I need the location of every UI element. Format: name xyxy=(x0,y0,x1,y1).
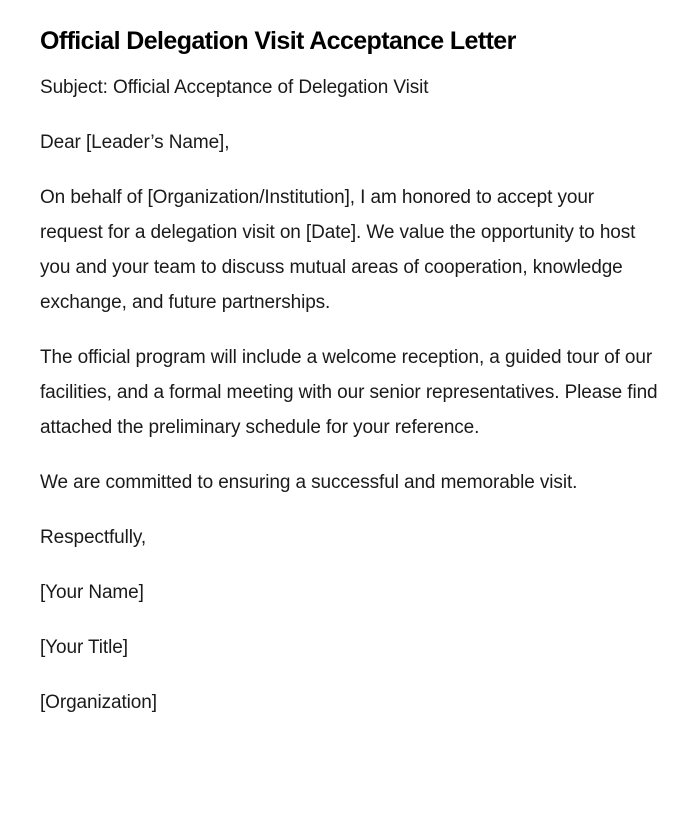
signature-title: [Your Title] xyxy=(40,637,128,658)
signature-name: [Your Name] xyxy=(40,582,144,603)
letter-paragraph-1: On behalf of [Organization/Institution], I am honored to accept your request for a delegation visit on [Date]. We value the opportunity to host you and your team to discuss mutual areas of cooperation, knowledge exchange, and future partnerships. xyxy=(40,187,636,313)
signature-organization: [Organization] xyxy=(40,692,157,713)
letter-paragraph-2: The official program will include a welcome reception, a guided tour of our facilities, and a formal meeting with our senior representatives. Please find attached the preliminary schedule for your reference. xyxy=(40,347,658,438)
letter-title: Official Delegation Visit Acceptance Letter xyxy=(40,27,516,55)
letter-subject: Subject: Official Acceptance of Delegation Visit xyxy=(40,77,429,98)
letter-closing: Respectfully, xyxy=(40,527,147,548)
letter-salutation: Dear [Leader’s Name], xyxy=(40,132,230,153)
letter-paragraph-3: We are committed to ensuring a successful and memorable visit. xyxy=(40,472,578,493)
